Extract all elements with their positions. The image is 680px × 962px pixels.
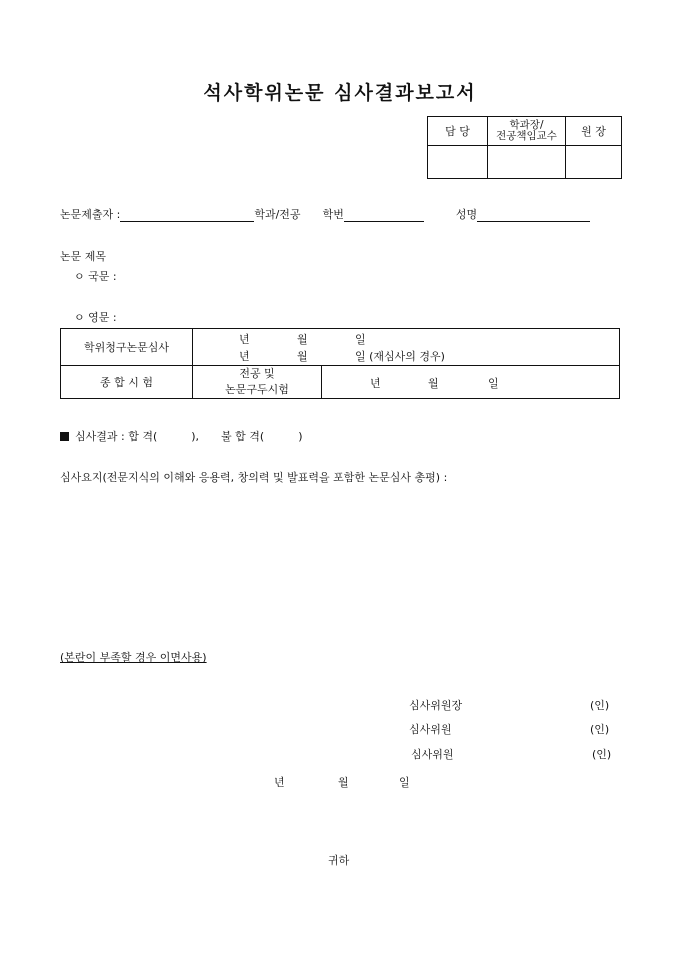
approval-sign-staff[interactable] <box>428 146 488 179</box>
exam-reexam-year: 년 <box>239 350 250 363</box>
exam-reexam-month: 월 <box>297 350 308 363</box>
approval-col-head <box>488 117 566 146</box>
approval-head-line2: 전공책임교수 <box>496 130 557 142</box>
student-id-field[interactable] <box>344 208 424 222</box>
approval-col-dean: 원 장 <box>566 117 622 146</box>
summary-area[interactable] <box>60 488 620 638</box>
exam-row1-month: 월 <box>297 333 308 346</box>
result-close: ) <box>298 430 303 443</box>
submitter-label: 논문제출자 : <box>60 208 121 221</box>
result-row <box>60 428 303 444</box>
exam-row2-label: 종 합 시 험 <box>61 366 193 399</box>
student-id-label: 학번 <box>322 208 344 221</box>
exam-row1-dates[interactable] <box>193 329 620 366</box>
page-title: 석사학위논문 심사결과보고서 <box>203 82 477 104</box>
approval-sign-dean[interactable] <box>566 146 622 179</box>
date-year: 년 <box>274 776 285 789</box>
sig-member2-seal[interactable]: (인) <box>592 748 612 761</box>
summary-label: 심사요지(전문지식의 이해와 응용력, 창의력 및 발표력을 포함한 논문심사 총평) : <box>60 471 448 484</box>
date-month: 월 <box>338 776 349 789</box>
exam-row2-month: 월 <box>428 377 439 390</box>
name-label: 성명 <box>455 208 478 221</box>
approval-sign-head[interactable] <box>488 146 566 179</box>
name-field[interactable] <box>477 208 590 222</box>
sig-chair-role: 심사위원장 <box>409 699 463 712</box>
date-day: 일 <box>399 776 410 789</box>
square-bullet-icon <box>60 432 69 441</box>
thesis-title-korean: ㅇ 국문 : <box>74 270 117 283</box>
dept-label: 학과/전공 <box>254 208 301 221</box>
exam-reexam-day: 일 (재심사의 경우) <box>355 350 445 363</box>
result-prefix: 심사결과 : 합 격( <box>75 430 158 443</box>
approval-box <box>427 116 622 179</box>
exam-row1-year: 년 <box>239 333 250 346</box>
exam-table <box>60 328 620 399</box>
overflow-note: (본란이 부족할 경우 이면사용) <box>60 651 207 664</box>
dept-field[interactable] <box>120 208 254 222</box>
exam-oral-line2: 논문구두시험 <box>225 383 289 396</box>
result-fail: 불 합 격( <box>221 430 265 443</box>
exam-row2-day: 일 <box>488 377 499 390</box>
exam-row1-day: 일 <box>355 333 366 346</box>
submitter-row <box>60 206 590 222</box>
thesis-title-english: ㅇ 영문 : <box>74 311 117 324</box>
exam-row2-year: 년 <box>370 377 381 390</box>
approval-head-line1: 학과장/ <box>509 119 544 131</box>
addressee: 귀하 <box>328 854 350 867</box>
exam-row1-label: 학위청구논문심사 <box>61 329 193 366</box>
thesis-title-label: 논문 제목 <box>60 250 107 263</box>
exam-oral-line1: 전공 및 <box>239 367 275 380</box>
sig-member1-seal[interactable]: (인) <box>590 723 610 736</box>
approval-col-staff: 담 당 <box>428 117 488 146</box>
sig-member2-role: 심사위원 <box>411 748 454 761</box>
result-mid: ), <box>191 430 200 443</box>
sig-member1-role: 심사위원 <box>409 723 452 736</box>
exam-row2-oral <box>193 366 322 399</box>
sig-chair-seal[interactable]: (인) <box>590 699 610 712</box>
exam-row2-dates[interactable] <box>322 366 620 399</box>
